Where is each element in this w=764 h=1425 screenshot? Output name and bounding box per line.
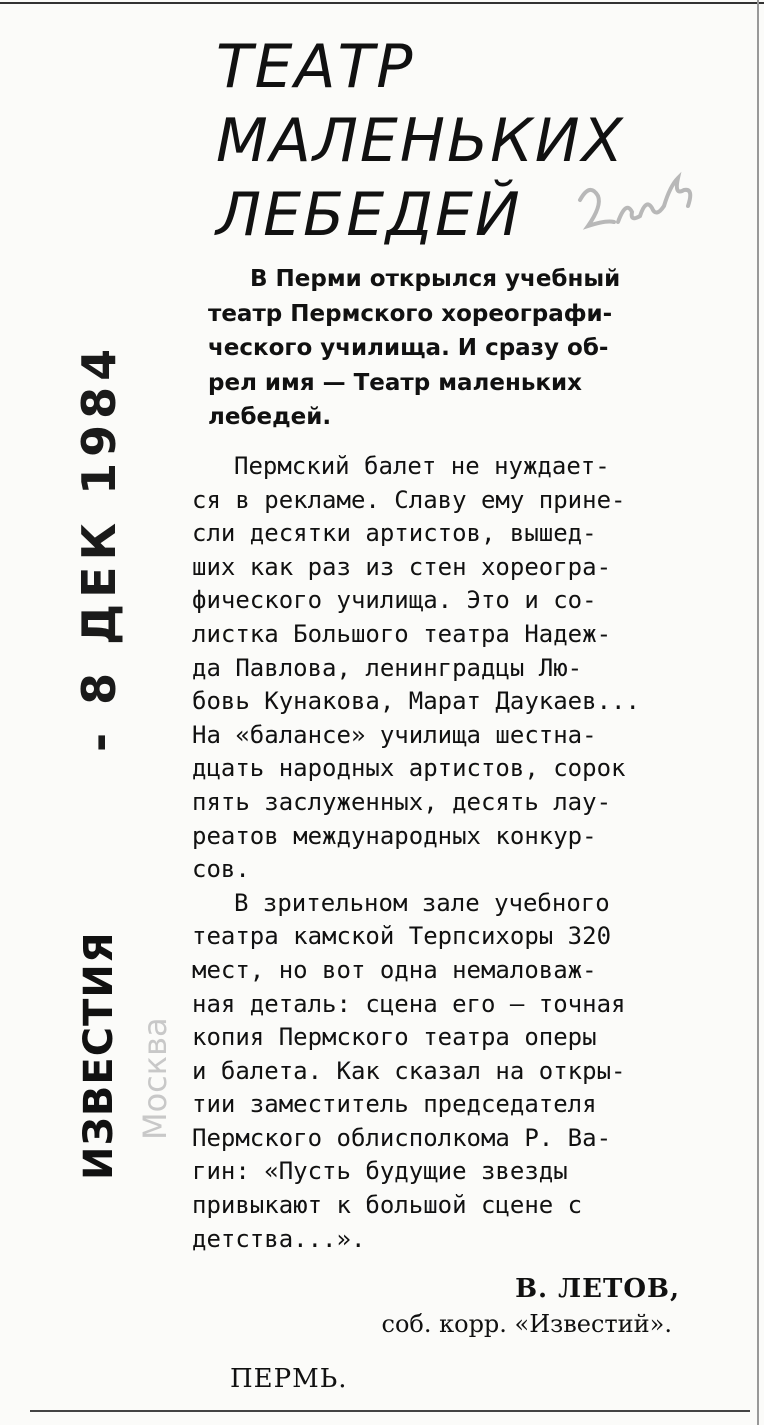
body-line: дцать народных артистов, сорок [192, 754, 626, 783]
body-line: гин: «Пусть будущие звезды [192, 1157, 568, 1186]
lead-line: театр Пермского хореографи- [208, 300, 613, 327]
newspaper-stamp: ИЗВЕСТИЯ [76, 931, 122, 1180]
body-line: тии заместитель председателя [192, 1090, 597, 1119]
dateline: ПЕРМЬ. [230, 1364, 348, 1394]
body-line: листка Большого театра Надеж- [192, 619, 612, 648]
lead-line: В Перми открылся учебный [250, 266, 621, 292]
headline [216, 30, 625, 252]
body-line: и балета. Как сказал на откры- [192, 1056, 626, 1085]
lead-line: ческого училища. И сразу об- [208, 335, 609, 361]
body-line: На «балансе» училища шестна- [192, 720, 597, 749]
date-stamp: - 8 ДЕК 1984 [72, 342, 126, 752]
body-line: ная деталь: сцена его — точная [192, 989, 626, 1018]
clipping-bottom-border [30, 1410, 750, 1412]
body-line: фического училища. Это и со- [192, 586, 597, 615]
body-line: ся в рекламе. Славу ему принe- [192, 485, 626, 514]
lead-line: рел имя — Театр маленьких [208, 369, 582, 396]
lead-line: лебедей. [208, 404, 332, 430]
lead-paragraph [208, 262, 720, 435]
body-line: пять заслуженных, десять лау- [192, 787, 612, 816]
body-line: да Павлова, ленинградцы Лю- [192, 653, 583, 682]
body-line: копия Пермского театра оперы [192, 1023, 597, 1052]
body-line: сли десятки артистов, вышед- [192, 519, 597, 548]
body-line: Пермский балет не нуждает- [234, 452, 610, 480]
body-line: театра камской Терпсихоры 320 [192, 922, 612, 951]
clipping-top-border [0, 2, 764, 4]
headline-line: МАЛЕНЬКИХ [216, 106, 625, 176]
body-line: ших как раз из стен хореогра- [192, 552, 612, 581]
body-line: Пермского облисполкома Р. Ва- [192, 1123, 612, 1152]
body-line: мест, но вот одна немаловаж- [192, 955, 597, 984]
body-line: детства...». [192, 1224, 366, 1253]
body-line: В зрительном зале учебного [234, 888, 610, 917]
body-line: сов. [192, 855, 250, 884]
author-byline: В. ЛЕТОВ, [515, 1274, 680, 1304]
clipping-right-edge [757, 0, 759, 1425]
article-body [192, 450, 722, 1256]
headline-line: ТЕАТР [216, 32, 415, 102]
body-line: привыкают к большой сцене с [192, 1191, 583, 1220]
author-role: соб. корр. «Известий». [381, 1310, 672, 1338]
body-line: бовь Кунакова, Марат Даукаев... [192, 687, 640, 716]
city-stamp: Москва [136, 1017, 174, 1140]
headline-line: ЛЕБЕДЕЙ [216, 180, 522, 250]
body-line: реатов международных конкур- [192, 821, 597, 850]
